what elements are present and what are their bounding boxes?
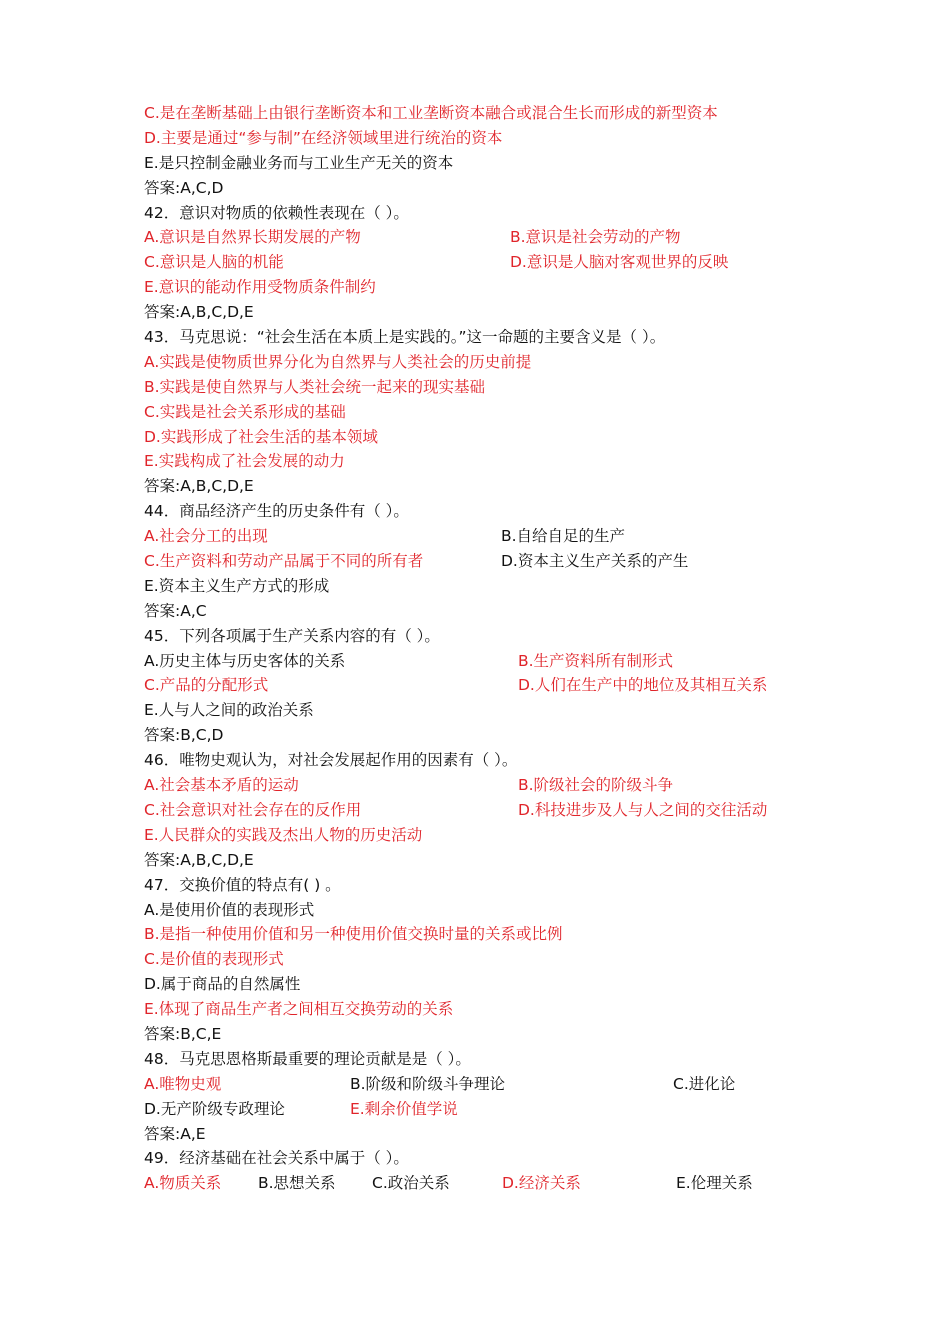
option-a: A.物质关系 bbox=[144, 1174, 222, 1193]
option-b: B.阶级和阶级斗争理论 bbox=[350, 1074, 506, 1093]
option-e: E.体现了商品生产者之间相互交换劳动的关系 bbox=[144, 1000, 454, 1019]
option-d: D.实践形成了社会生活的基本领域 bbox=[144, 427, 378, 446]
answer-line: 答案:A,E bbox=[144, 1124, 206, 1143]
question-49: 49．经济基础在社会关系中属于（ ）。 bbox=[144, 1149, 409, 1168]
option-row bbox=[144, 524, 824, 549]
question-46: 46．唯物史观认为，对社会发展起作用的因素有（ ）。 bbox=[144, 751, 518, 770]
question-44: 44．商品经济产生的历史条件有（ ）。 bbox=[144, 502, 409, 521]
answer-line: 答案:A,B,C,D,E bbox=[144, 477, 254, 496]
option-row bbox=[144, 1097, 824, 1122]
question-43: 43．马克思说：“社会生活在本质上是实践的。”这一命题的主要含义是（ ）。 bbox=[144, 328, 666, 347]
option-c: C.进化论 bbox=[673, 1074, 736, 1093]
option-d: D.意识是人脑对客观世界的反映 bbox=[510, 253, 729, 272]
option-b: B.实践是使自然界与人类社会统一起来的现实基础 bbox=[144, 377, 486, 396]
option-e: E.是只控制金融业务而与工业生产无关的资本 bbox=[144, 153, 454, 172]
answer-line: 答案:A,B,C,D,E bbox=[144, 850, 254, 869]
answer-line: 答案:A,C bbox=[144, 601, 207, 620]
option-b: B.生产资料所有制形式 bbox=[518, 651, 674, 670]
option-a: A.是使用价值的表现形式 bbox=[144, 900, 315, 919]
option-d: D.经济关系 bbox=[502, 1174, 581, 1193]
option-row bbox=[144, 549, 824, 574]
option-c: C.社会意识对社会存在的反作用 bbox=[144, 800, 362, 819]
option-b: B.自给自足的生产 bbox=[501, 527, 626, 546]
option-b: B.思想关系 bbox=[258, 1174, 336, 1193]
question-42: 42．意识对物质的依赖性表现在（ ）。 bbox=[144, 203, 409, 222]
option-d: D.主要是通过“参与制”在经济领域里进行统治的资本 bbox=[144, 128, 503, 147]
option-c: C.政治关系 bbox=[372, 1174, 450, 1193]
option-d: D.无产阶级专政理论 bbox=[144, 1099, 285, 1118]
option-a: A.实践是使物质世界分化为自然界与人类社会的历史前提 bbox=[144, 352, 532, 371]
option-e: E.人民群众的实践及杰出人物的历史活动 bbox=[144, 825, 423, 844]
option-c: C.是价值的表现形式 bbox=[144, 950, 284, 969]
answer-line: 答案:A,B,C,D,E bbox=[144, 303, 254, 322]
option-row bbox=[144, 250, 824, 275]
option-c: C.是在垄断基础上由银行垄断资本和工业垄断资本融合或混合生长而形成的新型资本 bbox=[144, 104, 718, 122]
answer-line: 答案:B,C,D bbox=[144, 726, 224, 745]
question-47: 47．交换价值的特点有( ) 。 bbox=[144, 875, 341, 894]
question-list bbox=[144, 101, 824, 1196]
option-e: E.实践构成了社会发展的动力 bbox=[144, 452, 345, 471]
option-row bbox=[144, 798, 824, 823]
option-e: E.伦理关系 bbox=[676, 1174, 753, 1193]
option-row bbox=[144, 773, 824, 798]
option-row bbox=[144, 1072, 824, 1097]
option-row bbox=[144, 225, 824, 250]
option-row bbox=[144, 673, 824, 698]
answer-line: 答案:A,C,D bbox=[144, 178, 224, 197]
option-e: E.资本主义生产方式的形成 bbox=[144, 576, 330, 595]
option-a: A.意识是自然界长期发展的产物 bbox=[144, 228, 361, 247]
option-d: D.人们在生产中的地位及其相互关系 bbox=[518, 676, 768, 695]
option-c: C.产品的分配形式 bbox=[144, 676, 269, 695]
option-e: E.意识的能动作用受物质条件制约 bbox=[144, 278, 376, 297]
option-a: A.唯物史观 bbox=[144, 1074, 222, 1093]
option-d: D.资本主义生产关系的产生 bbox=[501, 552, 689, 571]
option-d: D.属于商品的自然属性 bbox=[144, 975, 301, 994]
option-row bbox=[144, 649, 824, 674]
option-e: E.剩余价值学说 bbox=[350, 1099, 458, 1118]
option-b: B.阶级社会的阶级斗争 bbox=[518, 776, 674, 795]
option-a: A.社会基本矛盾的运动 bbox=[144, 776, 299, 795]
option-a: A.历史主体与历史客体的关系 bbox=[144, 651, 346, 670]
option-c: C.实践是社会关系形成的基础 bbox=[144, 402, 346, 421]
question-45: 45．下列各项属于生产关系内容的有（ ）。 bbox=[144, 626, 440, 645]
option-b: B.是指一种使用价值和另一种使用价值交换时量的关系或比例 bbox=[144, 925, 563, 944]
option-a: A.社会分工的出现 bbox=[144, 527, 268, 546]
option-b: B.意识是社会劳动的产物 bbox=[510, 228, 681, 247]
answer-line: 答案:B,C,E bbox=[144, 1024, 222, 1043]
option-e: E.人与人之间的政治关系 bbox=[144, 701, 314, 720]
option-c: C.生产资料和劳动产品属于不同的所有者 bbox=[144, 552, 424, 571]
option-c: C.意识是人脑的机能 bbox=[144, 253, 284, 272]
option-d: D.科技进步及人与人之间的交往活动 bbox=[518, 800, 768, 819]
option-row bbox=[144, 1171, 824, 1196]
question-48: 48．马克思恩格斯最重要的理论贡献是是（ ）。 bbox=[144, 1049, 471, 1068]
